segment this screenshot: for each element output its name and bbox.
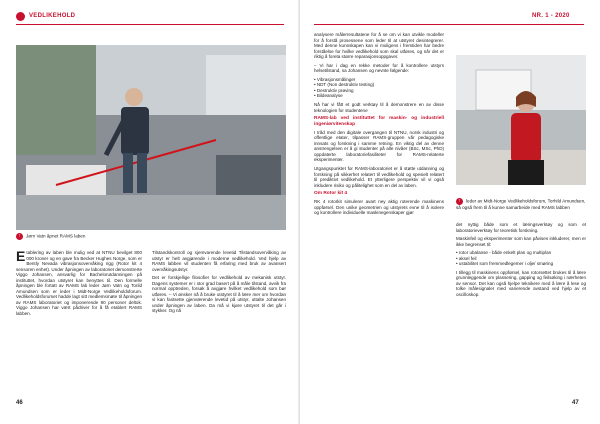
list-item: • aksel feil	[456, 256, 586, 262]
subheading-rotor-kit: Om Rotor kit 4	[314, 191, 348, 197]
list-item: • Vibrasjonsmålinger	[314, 77, 444, 83]
section-marker-icon	[16, 12, 25, 21]
list-item: • Destruktiv prøving	[314, 88, 444, 94]
right-col1-paragraph-2: – Vi har i dag en rekke metoder for å kontrollere utstyrs helsetilstand, sa Johansen og nevnte følgende:	[314, 62, 444, 74]
right-col1-paragraph-4: I tråd med den digitale overgangen til NTNU, norsk industri og offentlige etater, tilpasser RAMS-gruppen vår pedagogiske innsats og forskning i samme retning. En viktig del av denne anstrengelsen er å gi studenter på alle nivåer (BSc, MSc, PhD) oppdaterte laboratoriefasiliteter for RAMS-relaterte eksperimenter.	[314, 129, 444, 163]
right-col1-paragraph-6: RK 4 rotorkit simulerer avart ney aktig roterende maskinens oppførsel. Den unike geometrien og utstyrets evne til å isolere og kontrollere individuelle maskinegenskaper gjør	[314, 198, 444, 216]
right-page	[300, 0, 600, 424]
left-col2-paragraph-1: Tilstandskontroll og sjemvarende levetid Tilstandsovervåking av utstyr er helt avgjørende i moderne vedlikehold. Ved hjelp av RAMS labben vil studenten få erfaring med bruk av avansert overvåkingsutstyr.	[152, 250, 286, 272]
page-number-right: 47	[572, 400, 579, 406]
photo-caption-right	[456, 198, 586, 211]
page-number-left: 46	[16, 400, 23, 406]
header-rule-right	[314, 24, 584, 25]
photo-caption-left	[16, 233, 216, 240]
left-col1-text: tablering av laben ble mulig ved at NTNU bevilget 800 000 kroner og en gave fra Becker Hughes Norge, som er Bently Nevada vibrasjonsovervåking rigg (Rotor kit 4 sensoren enhet). Under åpningen av laboratoriet demonstrerte Viggo Johansen, ansvarlig for Bachelorutdanningen på instituttet, hvordan utstyret kan benyttes til. Den formelle åpningen ble fortatt av RAMS lab leder Jørn Vatn og Torild Amundsen som er leder i Midt-Norge Vedlikeholdsforum. Vedlikeholdsforumet hadde lagt sitt medlemsmøte til åpningen av RAMS laboratoriet og imponerende 90 personer deltok. Viggo Johansen har vært pådriver for å få etablert RAMS labben.	[16, 250, 142, 317]
list-item: • NDT (Non destruktiv testing)	[314, 82, 444, 88]
header-rule	[16, 24, 284, 25]
photo-torhild-amundsen	[456, 55, 586, 185]
right-column-2	[456, 222, 586, 301]
right-col1-paragraph-5: Utgangspunktet for RAMS-laboratoriet er å støtte utdanning og forskning på sikkerhet relatert til vedlikehold og spesielt relatert til prediktivt vedlikehold. Et ytterligere perspektiv vil vi også inkludere risiko og pålitelighet som en del av laben.	[314, 165, 444, 188]
caption-arrow-icon: ↑	[16, 233, 23, 240]
caption-text-right: leder av Midt-Norge Vedlikeholdsforum, Torhild Amundsen, så også frem til å kunne samarbeide med RAMS labben	[456, 198, 586, 210]
right-col2-paragraph-3: I tillegg til maskinens oppførsel, kan rotorsettet brukes til å lære grunnleggende om plassering, gapping og feilsøking i nærheten av sensor. Det kan også hjelpe teknikere med å lære å lese og tolke målesignaler med varierende avstand ved hjelp av et oscilloskop.	[456, 269, 586, 298]
left-column-2	[152, 250, 286, 317]
lab-opening-photo	[16, 45, 286, 230]
right-col1-paragraph-3: Nå har vi fått et godt verktøy til å demonstrere en av disse teknologien for studentene	[314, 102, 444, 113]
issue-label: NR. 1 - 2020	[532, 13, 570, 19]
photo-jorn-vatn	[16, 45, 286, 230]
caption-text-left: Jørn Vatn åpnet RAMS laben	[26, 233, 86, 239]
subheading-rams-lab: RAMS-lab ved instituttet for maskin- og industriell ingeniørvitenskap	[314, 116, 444, 127]
left-col2-paragraph-2: Det er forskjellige filosofier for vedlikehold av mekanisk utstyr. Dagens systemer er i stor grad basert på å måle tilstand, avvik fra normal opptreden, forsøk å avgjøre hvilket vedlikehold som bør utføres. – Vi ønsker nå å bruke utstyret til å lære mer om hvordan vi kan fastsette gjenværende levetid på utstyr, uttalte Johansen under åpningen av laben. Da må vi kjøre utstyret til det går i stykker. Og nå	[152, 275, 286, 314]
dropcap: E	[16, 248, 26, 264]
list-item: • rotor ubalanse - både enkelt plan og multiplan	[456, 250, 586, 256]
left-column-1	[16, 250, 142, 320]
caption-arrow-icon: ↑	[456, 198, 463, 205]
right-col2-paragraph-2: Maskinfeil og eksperimenter som kan påvises inkluderer, men er ikke begrenset til:	[456, 236, 586, 247]
section-title: VEDLIKEHOLD	[29, 13, 76, 19]
list-item: • ustabilitet som fremmedlegemer i olje/ smøring	[456, 261, 586, 267]
list-item: • Bildeanalyse	[314, 93, 444, 99]
right-col2-paragraph-1: det nyttig både som et læringsverktøy og som et laboratorieverktøy for teoretisk forskning.	[456, 222, 586, 233]
failures-list	[456, 250, 586, 267]
methods-list	[314, 77, 444, 99]
right-col1-paragraph-1: analysere målerresultatene for å se om vi kan utvikle modeller for å forstå prosessene som leder til at utstyret desintegrerer. Med denne kunnskapen kan vi muligens i fremtiden har bedre forståelse for hvilke vedlikehold som skal utføres, og når det er riktig å foreta større reparasjonsoppgaver.	[314, 32, 444, 60]
left-col1-paragraph	[16, 250, 142, 317]
right-column-1	[314, 32, 444, 219]
speaker-photo	[456, 55, 586, 185]
